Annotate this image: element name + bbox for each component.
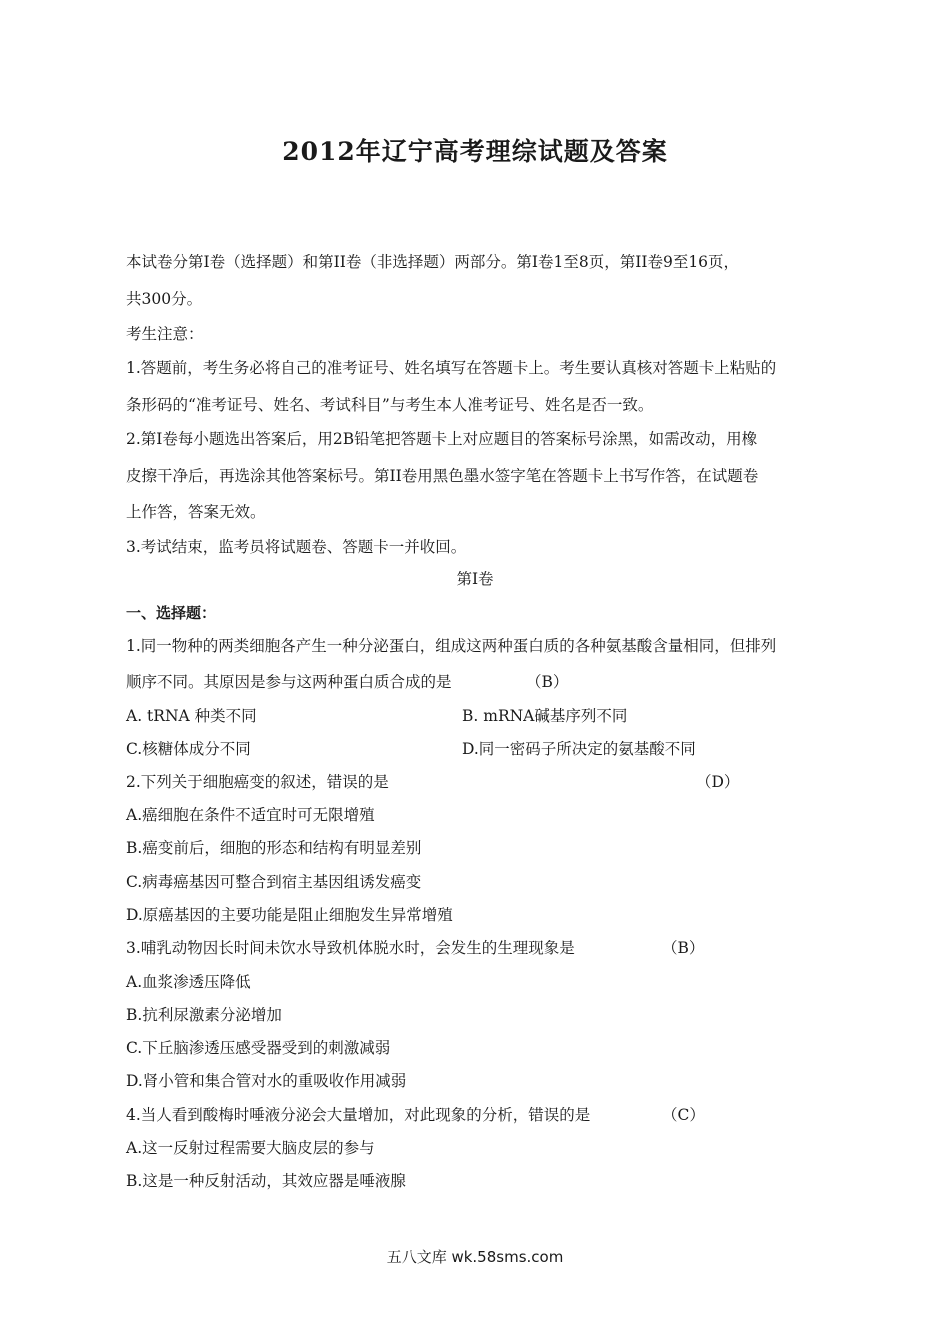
q1-option-b: B. mRNA碱基序列不同 [462, 707, 628, 725]
intro-line-1: 本试卷分第Ⅰ卷（选择题）和第II卷（非选择题）两部分。第Ⅰ卷1至8页，第II卷9至16页， [126, 253, 740, 271]
notice-1-line-2: 条形码的“准考证号、姓名、考试科目”与考生本人准考证号、姓名是否一致。 [126, 396, 654, 414]
part-heading: 一、选择题： [126, 604, 217, 622]
q1-stem-line-1: 1.同一物种的两类细胞各产生一种分泌蛋白，组成这两种蛋白质的各种氨基酸含量相同，但排列 [126, 637, 777, 655]
notice-1-line-1: 1.答题前，考生务必将自己的准考证号、姓名填写在答题卡上。考生要认真核对答题卡上粘贴的 [126, 359, 777, 377]
q3-option-b: B.抗利尿激素分泌增加 [126, 1006, 282, 1024]
notice-2-line-2: 皮擦干净后，再选涂其他答案标号。第II卷用黑色墨水签字笔在答题卡上书写作答，在试题卷 [126, 467, 759, 485]
q3-stem: 3.哺乳动物因长时间未饮水导致机体脱水时，会发生的生理现象是 [126, 939, 575, 957]
q4-option-b: B.这是一种反射活动，其效应器是唾液腺 [126, 1172, 406, 1190]
q3-option-d: D.肾小管和集合管对水的重吸收作用减弱 [126, 1072, 407, 1090]
q3-option-a: A.血浆渗透压降低 [126, 973, 251, 991]
q1-option-a: A. tRNA 种类不同 [126, 707, 257, 725]
q3-option-c: C.下丘脑渗透压感受器受到的刺激减弱 [126, 1039, 391, 1057]
q1-stem-line-2: 顺序不同。其原因是参与这两种蛋白质合成的是 [126, 673, 452, 691]
notice-2-line-1: 2.第Ⅰ卷每小题选出答案后，用2B铅笔把答题卡上对应题目的答案标号涂黑，如需改动，用橡 [126, 430, 758, 448]
notice-heading: 考生注意： [126, 325, 204, 343]
page-footer: 五八文库 wk.58sms.com [386, 1248, 564, 1266]
document-title: 2012年辽宁高考理综试题及答案 [282, 137, 668, 166]
q3-answer: （B） [662, 939, 705, 957]
q1-option-d: D.同一密码子所决定的氨基酸不同 [462, 740, 696, 758]
q4-stem: 4.当人看到酸梅时唾液分泌会大量增加，对此现象的分析，错误的是 [126, 1106, 591, 1124]
q1-option-c: C.核糖体成分不同 [126, 740, 251, 758]
q2-answer: （D） [696, 773, 740, 791]
q2-option-a: A.癌细胞在条件不适宜时可无限增殖 [126, 806, 375, 824]
q4-option-a: A.这一反射过程需要大脑皮层的参与 [126, 1139, 375, 1157]
notice-3: 3.考试结束，监考员将试题卷、答题卡一并收回。 [126, 538, 467, 556]
q2-option-d: D.原癌基因的主要功能是阻止细胞发生异常增殖 [126, 906, 453, 924]
q1-answer: （B） [526, 673, 569, 691]
intro-line-2: 共300分。 [126, 290, 203, 308]
q2-option-c: C.病毒癌基因可整合到宿主基因组诱发癌变 [126, 873, 422, 891]
section-title: 第Ⅰ卷 [456, 570, 494, 588]
q4-answer: （C） [662, 1106, 705, 1124]
notice-2-line-3: 上作答，答案无效。 [126, 503, 266, 521]
q2-option-b: B.癌变前后，细胞的形态和结构有明显差别 [126, 839, 422, 857]
q2-stem: 2.下列关于细胞癌变的叙述，错误的是 [126, 773, 389, 791]
